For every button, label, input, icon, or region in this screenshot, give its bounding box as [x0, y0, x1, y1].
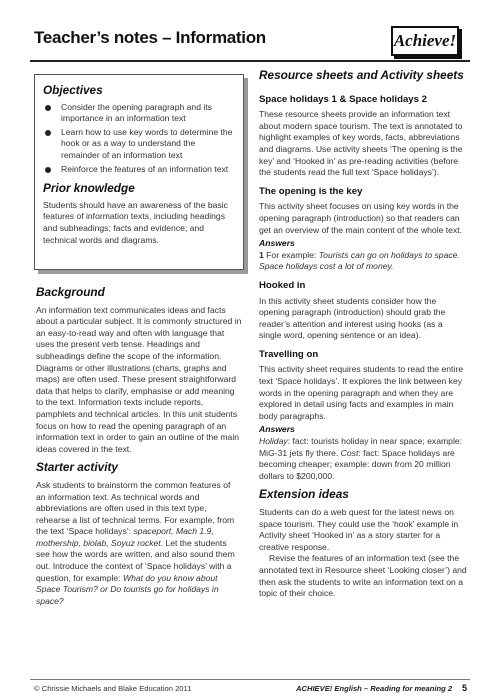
- bullet-icon: [45, 167, 51, 173]
- left-column: [36, 287, 242, 614]
- extension-text-1: Students can do a web quest for the latest news on space tourism. They could use the ‘hook’ example in Activity sheet ‘Hooked in’ as a story starter for a creative response.: [259, 507, 459, 552]
- space-holidays-text: These resource sheets provide an information text about modern space tourism. The text is annotated to highlight examples of key words, facts, abbreviations and diagrams. Use activity sheets ‘The opening is the key’ and ‘Hooked in’ as pre-reading activities (before the students read the full text ‘Space holidays’).: [259, 109, 463, 178]
- objectives-box: [34, 74, 244, 270]
- space-holidays-heading: Space holidays 1 & Space holidays 2: [259, 93, 427, 105]
- resource-heading: Resource sheets and Activity sheets: [259, 68, 464, 82]
- header-rule: [30, 60, 470, 62]
- bullet-icon: [45, 105, 51, 111]
- achieve-logo: Achieve!: [391, 26, 459, 56]
- hooked-heading: Hooked in: [259, 279, 306, 291]
- list-item: Learn how to use key words to determine the hook or as a way to understand the remainder of an information text: [43, 127, 235, 162]
- travel-heading: Travelling on: [259, 348, 319, 360]
- prior-knowledge-text: Students should have an awareness of the basic features of information texts, including headings and subheadings; facts and evidence; and technical words and diagrams.: [43, 199, 228, 245]
- starter-text: Ask students to brainstorm the common features of an information text. As technical words and abbreviations are often used in this text type, rehearse a list of technical terms. For example, from the text ‘Space holidays’: spaceport, Mach 1.9, mothership, biolab, Soyuz rocket. Let the students see how the words are written, and also sound them out. Introduce the context of ‘Space holidays’ with a question, for example: What do you know about Space Tourism? or Do tourists go for holidays in space?: [36, 479, 235, 606]
- starter-heading: Starter activity: [36, 460, 118, 475]
- page-title: Teacher’s notes – Information: [34, 28, 266, 47]
- copyright-text: © Chrissie Michaels and Blake Education 2011: [34, 684, 192, 693]
- opening-text: This activity sheet focuses on using key words in the opening paragraph (introduction) so that readers can get an overview of the main content of the whole text.: [259, 201, 463, 235]
- travel-text: This activity sheet requires students to read the entire text ‘Space holidays’. It explores the link between key words in the opening paragraph and when they are explored in detail using facts and examples in main body paragraphs.: [259, 364, 463, 421]
- answers2-label: Answers: [259, 424, 295, 435]
- hooked-text: In this activity sheet students consider how the opening paragraph (introduction) should grab the reader’s attention and interest using hooks (as a single word, opening sentence or an idea).: [259, 295, 446, 341]
- extension-text-2: Revise the features of an information text (see the annotated text in Resource sheet ‘Looking closer’) and then ask the students to write an information text on a topic of their choice.: [259, 553, 467, 599]
- answers-label: Answers: [259, 238, 295, 249]
- answers2-text: Holiday: fact: tourists holiday in near space; example: MiG-31 jets fly there. Cost: fact: Space holidays are becoming cheaper; example: down from 20 million dollars to $200,000.: [259, 436, 463, 481]
- footer-rule: [30, 679, 470, 680]
- extension-heading: Extension ideas: [259, 487, 349, 502]
- bullet-icon: [45, 130, 51, 136]
- list-item: Consider the opening paragraph and its importance in an information text: [43, 102, 235, 125]
- objectives-heading: Objectives: [43, 83, 103, 97]
- prior-knowledge-heading: Prior knowledge: [43, 181, 135, 196]
- answers-text: 1 For example: Tourists can go on holidays to space. Space holidays cost a lot of money.: [259, 249, 460, 272]
- list-item: Reinforce the features of an information text: [43, 164, 235, 176]
- background-text: An information text communicates ideas and facts about a particular subject. It is commonly structured in an easy-to-read way and often with language that uses the present verb tense. Headings and subheadings define the scope of the information. Diagrams or other illustrations (charts, graphs and maps) are often used. These present straightforward data that helps to clarify, emphasise or add meaning to the text. Information texts include reports, pamphlets and technical articles. In this unit students focus on how to read the opening paragraph of an information text in order to gain an outline of the main ideas covered in the text.: [36, 304, 242, 454]
- right-column: [259, 70, 467, 607]
- background-heading: Background: [36, 285, 105, 299]
- page-number: 5: [462, 683, 468, 693]
- series-title: ACHIEVE! English – Reading for meaning 2: [296, 684, 453, 693]
- objectives-list: [43, 102, 235, 176]
- opening-heading: The opening is the key: [259, 185, 363, 197]
